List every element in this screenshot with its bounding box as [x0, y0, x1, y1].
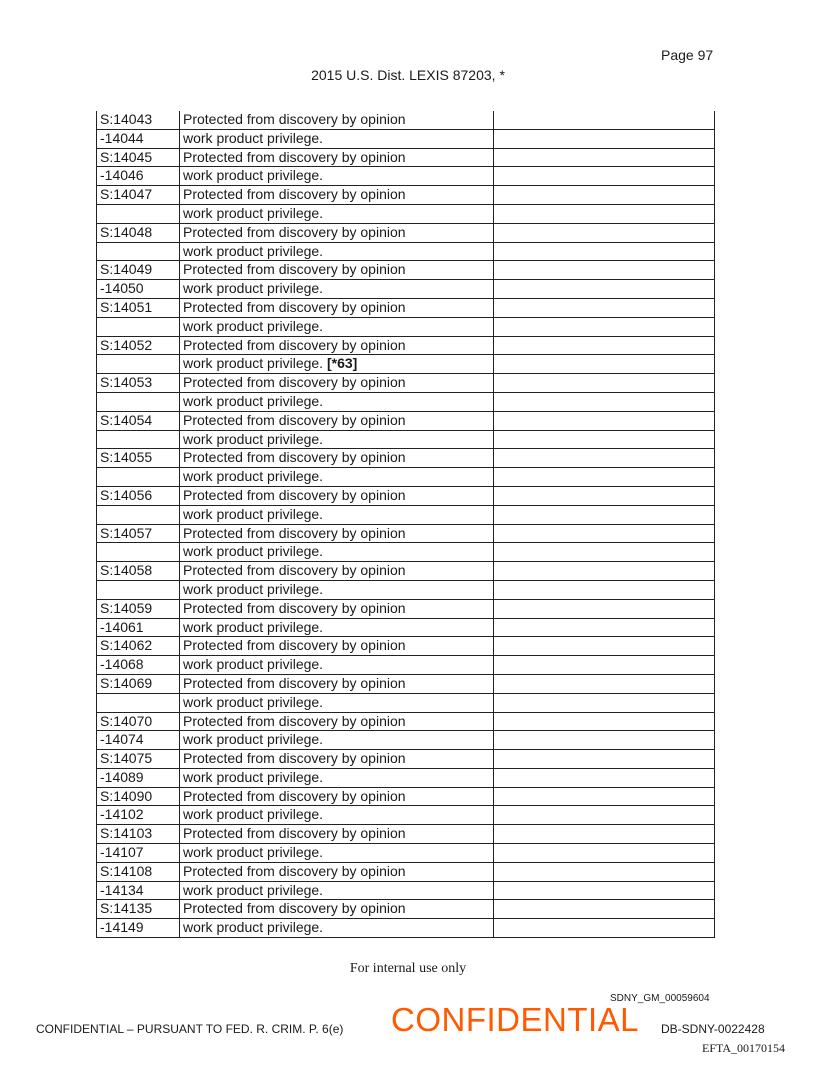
notes-cell [494, 317, 715, 336]
running-head-citation: 2015 U.S. Dist. LEXIS 87203, * [311, 67, 505, 83]
privilege-description-text: work product privilege. [183, 355, 324, 372]
notes-cell [494, 862, 715, 881]
document-id-cell: S:14062 [97, 637, 180, 656]
table-row [97, 449, 715, 468]
table-row [97, 317, 715, 336]
privilege-description-text: Protected from discovery by opinion [183, 712, 406, 729]
privilege-description-cell [180, 261, 494, 280]
document-id-cell: -14107 [97, 844, 180, 863]
privilege-description-text: Protected from discovery by opinion [183, 449, 406, 466]
table-row [97, 505, 715, 524]
privilege-description-cell [180, 862, 494, 881]
document-id-cell [97, 204, 180, 223]
document-id-cell [97, 355, 180, 374]
confidential-stamp: CONFIDENTIAL [391, 1001, 640, 1038]
privilege-description-cell [180, 129, 494, 148]
privilege-description-cell [180, 881, 494, 900]
table-row [97, 411, 715, 430]
confidential-legend: CONFIDENTIAL – PURSUANT TO FED. R. CRIM. P. 6(e) [36, 1022, 344, 1036]
privilege-log-table [96, 111, 715, 938]
privilege-description-text: work product privilege. [183, 693, 324, 710]
privilege-description-cell [180, 298, 494, 317]
document-id-cell: S:14052 [97, 336, 180, 355]
document-id-cell: -14102 [97, 806, 180, 825]
document-id-cell: S:14059 [97, 599, 180, 618]
privilege-description-text: work product privilege. [183, 844, 324, 861]
efta-identifier: EFTA_00170154 [702, 1041, 786, 1055]
privilege-description-cell [180, 242, 494, 261]
privilege-description-cell [180, 486, 494, 505]
document-id-cell: S:14056 [97, 486, 180, 505]
table-row [97, 580, 715, 599]
privilege-description-text: Protected from discovery by opinion [183, 599, 406, 616]
privilege-description-cell [180, 111, 494, 129]
document-id-cell: S:14047 [97, 186, 180, 205]
privilege-description-cell [180, 656, 494, 675]
privilege-description-cell [180, 392, 494, 411]
table-row [97, 637, 715, 656]
notes-cell [494, 731, 715, 750]
document-id-cell: S:14049 [97, 261, 180, 280]
table-row [97, 806, 715, 825]
document-id-cell: -14089 [97, 768, 180, 787]
privilege-description-cell [180, 430, 494, 449]
document-id-cell: S:14055 [97, 449, 180, 468]
privilege-description-cell [180, 844, 494, 863]
document-id-cell: S:14053 [97, 374, 180, 393]
table-row [97, 656, 715, 675]
privilege-description-cell [180, 674, 494, 693]
document-id-cell [97, 468, 180, 487]
privilege-description-cell [180, 750, 494, 769]
document-id-cell: S:14045 [97, 148, 180, 167]
document-id-cell: -14061 [97, 618, 180, 637]
document-id-cell [97, 505, 180, 524]
privilege-description-text: work product privilege. [183, 317, 324, 334]
notes-cell [494, 148, 715, 167]
privilege-description-cell [180, 336, 494, 355]
privilege-description-text: Protected from discovery by opinion [183, 787, 406, 804]
notes-cell [494, 167, 715, 186]
privilege-description-text: Protected from discovery by opinion [183, 298, 406, 315]
privilege-description-text: Protected from discovery by opinion [183, 562, 406, 579]
notes-cell [494, 392, 715, 411]
star-page-marker: [*63] [326, 355, 358, 372]
notes-cell [494, 599, 715, 618]
table-row [97, 599, 715, 618]
privilege-description-cell [180, 280, 494, 299]
internal-use-note: For internal use only [349, 961, 467, 976]
privilege-description-cell [180, 468, 494, 487]
privilege-description-cell [180, 374, 494, 393]
table-row [97, 355, 715, 374]
privilege-description-cell [180, 618, 494, 637]
document-id-cell: S:14075 [97, 750, 180, 769]
table-row [97, 562, 715, 581]
notes-cell [494, 919, 715, 938]
privilege-description-cell [180, 505, 494, 524]
privilege-description-text: work product privilege. [183, 543, 324, 560]
document-id-cell [97, 430, 180, 449]
document-id-cell: -14134 [97, 881, 180, 900]
notes-cell [494, 618, 715, 637]
privilege-description-cell [180, 731, 494, 750]
table-row [97, 862, 715, 881]
table-row [97, 486, 715, 505]
privilege-description-cell [180, 148, 494, 167]
notes-cell [494, 543, 715, 562]
document-id-cell: S:14058 [97, 562, 180, 581]
document-id-cell: -14050 [97, 280, 180, 299]
privilege-description-cell [180, 524, 494, 543]
privilege-description-text: Protected from discovery by opinion [183, 223, 406, 240]
privilege-description-text: work product privilege. [183, 768, 324, 785]
notes-cell [494, 336, 715, 355]
table-row [97, 712, 715, 731]
table-row [97, 900, 715, 919]
privilege-description-cell [180, 693, 494, 712]
document-id-cell: -14068 [97, 656, 180, 675]
notes-cell [494, 637, 715, 656]
privilege-description-cell [180, 562, 494, 581]
table-row [97, 468, 715, 487]
document-id-cell [97, 543, 180, 562]
notes-cell [494, 223, 715, 242]
document-id-cell: S:14135 [97, 900, 180, 919]
notes-cell [494, 468, 715, 487]
privilege-description-cell [180, 204, 494, 223]
notes-cell [494, 242, 715, 261]
privilege-description-text: work product privilege. [183, 580, 324, 597]
privilege-description-text: Protected from discovery by opinion [183, 186, 406, 203]
privilege-description-text: Protected from discovery by opinion [183, 111, 406, 127]
privilege-description-cell [180, 543, 494, 562]
privilege-description-text: work product privilege. [183, 242, 324, 259]
privilege-description-text: Protected from discovery by opinion [183, 900, 406, 917]
table-row [97, 186, 715, 205]
document-id-cell [97, 580, 180, 599]
notes-cell [494, 355, 715, 374]
notes-cell [494, 486, 715, 505]
notes-cell [494, 656, 715, 675]
notes-cell [494, 186, 715, 205]
notes-cell [494, 712, 715, 731]
document-id-cell: -14149 [97, 919, 180, 938]
table-row [97, 750, 715, 769]
notes-cell [494, 562, 715, 581]
table-row [97, 148, 715, 167]
notes-cell [494, 430, 715, 449]
privilege-description-text: work product privilege. [183, 731, 324, 748]
notes-cell [494, 374, 715, 393]
privilege-description-cell [180, 768, 494, 787]
notes-cell [494, 261, 715, 280]
privilege-description-text: work product privilege. [183, 129, 324, 146]
table-row [97, 430, 715, 449]
privilege-description-text: Protected from discovery by opinion [183, 750, 406, 767]
privilege-description-text: Protected from discovery by opinion [183, 261, 406, 278]
table-row [97, 543, 715, 562]
privilege-description-cell [180, 317, 494, 336]
notes-cell [494, 129, 715, 148]
document-id-cell: S:14054 [97, 411, 180, 430]
privilege-description-text: work product privilege. [183, 919, 324, 936]
privilege-description-cell [180, 900, 494, 919]
privilege-description-text: work product privilege. [183, 468, 324, 485]
document-id-cell [97, 392, 180, 411]
privilege-description-text: Protected from discovery by opinion [183, 674, 406, 691]
notes-cell [494, 787, 715, 806]
privilege-description-text: work product privilege. [183, 505, 324, 522]
privilege-description-text: work product privilege. [183, 280, 324, 297]
notes-cell [494, 449, 715, 468]
privilege-description-text: work product privilege. [183, 167, 324, 184]
privilege-description-text: Protected from discovery by opinion [183, 524, 406, 541]
table-row [97, 223, 715, 242]
privilege-description-cell [180, 825, 494, 844]
notes-cell [494, 411, 715, 430]
privilege-description-text: Protected from discovery by opinion [183, 411, 406, 428]
table-row [97, 919, 715, 938]
notes-cell [494, 825, 715, 844]
table-row [97, 336, 715, 355]
privilege-description-text: work product privilege. [183, 881, 324, 898]
table-row [97, 167, 715, 186]
privilege-description-cell [180, 355, 494, 374]
table-row [97, 374, 715, 393]
privilege-description-text: work product privilege. [183, 392, 324, 409]
notes-cell [494, 111, 715, 129]
notes-cell [494, 806, 715, 825]
table-row [97, 111, 715, 129]
privilege-description-cell [180, 186, 494, 205]
privilege-description-cell [180, 919, 494, 938]
privilege-description-text: Protected from discovery by opinion [183, 148, 406, 165]
document-id-cell: S:14048 [97, 223, 180, 242]
privilege-description-cell [180, 167, 494, 186]
document-id-cell [97, 242, 180, 261]
table-row [97, 524, 715, 543]
table-row [97, 693, 715, 712]
document-id-cell: -14046 [97, 167, 180, 186]
document-id-cell [97, 693, 180, 712]
document-id-cell: S:14090 [97, 787, 180, 806]
table-row [97, 881, 715, 900]
notes-cell [494, 750, 715, 769]
privilege-description-text: work product privilege. [183, 806, 324, 823]
privilege-description-text: work product privilege. [183, 430, 324, 447]
table-row [97, 768, 715, 787]
privilege-description-text: work product privilege. [183, 618, 324, 635]
notes-cell [494, 580, 715, 599]
notes-cell [494, 900, 715, 919]
table-row [97, 787, 715, 806]
notes-cell [494, 768, 715, 787]
notes-cell [494, 524, 715, 543]
document-id-cell: S:14070 [97, 712, 180, 731]
notes-cell [494, 505, 715, 524]
privilege-description-text: work product privilege. [183, 204, 324, 221]
privilege-description-cell [180, 599, 494, 618]
privilege-description-text: Protected from discovery by opinion [183, 637, 406, 654]
document-id-cell: -14044 [97, 129, 180, 148]
privilege-description-cell [180, 712, 494, 731]
privilege-description-text: Protected from discovery by opinion [183, 336, 406, 353]
notes-cell [494, 844, 715, 863]
document-id-cell: S:14043 [97, 111, 180, 129]
privilege-description-text: Protected from discovery by opinion [183, 825, 406, 842]
notes-cell [494, 204, 715, 223]
table-row [97, 129, 715, 148]
privilege-description-cell [180, 787, 494, 806]
privilege-description-cell [180, 411, 494, 430]
document-id-cell: -14074 [97, 731, 180, 750]
table-row [97, 825, 715, 844]
privilege-description-cell [180, 449, 494, 468]
bates-number-db: DB-SDNY-0022428 [661, 1022, 765, 1036]
privilege-log-body [97, 111, 715, 938]
document-id-cell [97, 317, 180, 336]
notes-cell [494, 693, 715, 712]
table-row [97, 261, 715, 280]
table-row [97, 674, 715, 693]
notes-cell [494, 881, 715, 900]
document-id-cell: S:14103 [97, 825, 180, 844]
privilege-description-text: work product privilege. [183, 656, 324, 673]
document-id-cell: S:14069 [97, 674, 180, 693]
table-row [97, 844, 715, 863]
table-row [97, 242, 715, 261]
privilege-description-text: Protected from discovery by opinion [183, 862, 406, 879]
privilege-description-cell [180, 223, 494, 242]
notes-cell [494, 298, 715, 317]
privilege-description-cell [180, 806, 494, 825]
table-row [97, 731, 715, 750]
privilege-description-text: Protected from discovery by opinion [183, 374, 406, 391]
table-row [97, 280, 715, 299]
document-id-cell: S:14051 [97, 298, 180, 317]
document-id-cell: S:14108 [97, 862, 180, 881]
notes-cell [494, 280, 715, 299]
privilege-description-cell [180, 637, 494, 656]
page-number: Page 97 [661, 47, 714, 63]
table-row [97, 618, 715, 637]
notes-cell [494, 674, 715, 693]
privilege-description-text: Protected from discovery by opinion [183, 486, 406, 503]
table-row [97, 204, 715, 223]
table-row [97, 298, 715, 317]
bates-number-sdny: SDNY_GM_00059604 [610, 993, 710, 1004]
document-id-cell: S:14057 [97, 524, 180, 543]
privilege-description-cell [180, 580, 494, 599]
table-row [97, 392, 715, 411]
